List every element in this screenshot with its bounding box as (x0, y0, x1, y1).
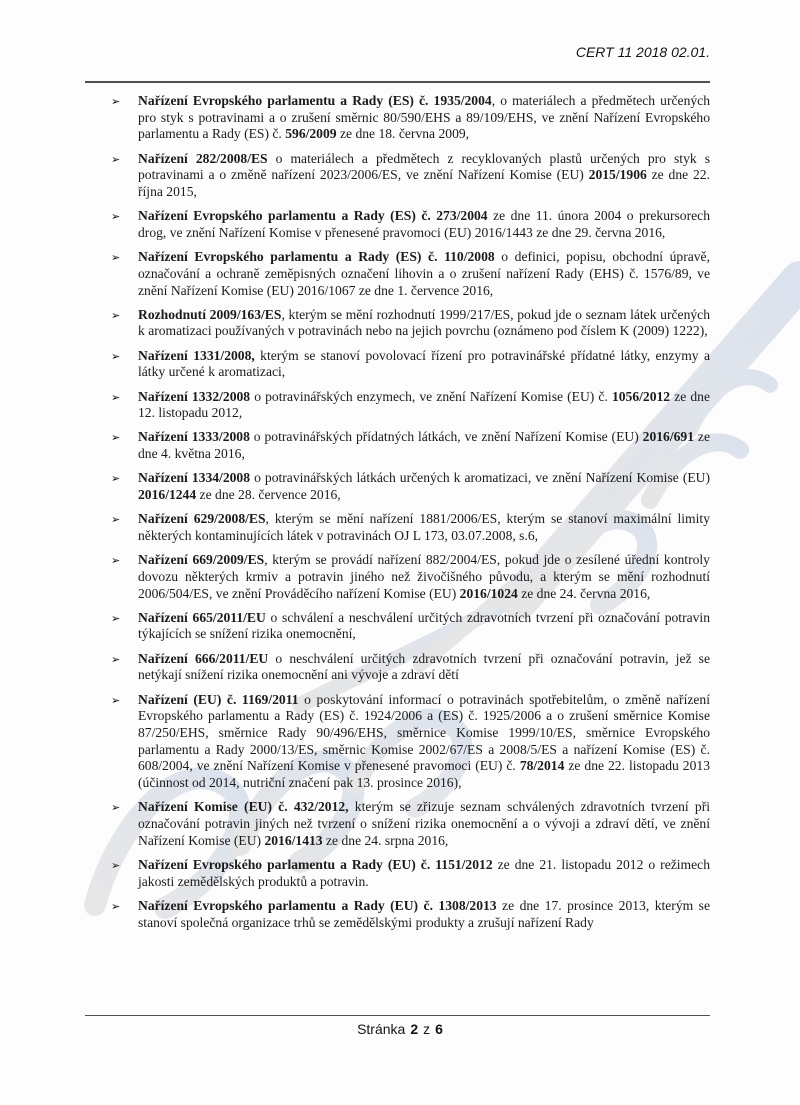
list-item (85, 610, 710, 643)
list-item-text: Nařízení 629/2008/ES, kterým se mění nařízení 1881/2006/ES, kterým se stanoví maximální limity některých kontaminujících látek v potravinách OJ L 173, 03.07.2008, s.6, (138, 511, 710, 543)
header-rule (85, 81, 710, 83)
list-item (85, 857, 710, 890)
list-item (85, 249, 710, 299)
bullet-arrow-icon: ➢ (111, 899, 121, 913)
list-item (85, 348, 710, 381)
regulation-list (85, 93, 710, 931)
bullet-arrow-icon: ➢ (111, 693, 121, 707)
list-item-text: Nařízení Evropského parlamentu a Rady (EU) č. 1151/2012 ze dne 21. listopadu 2012 o režimech jakosti zemědělských produktů a potravin. (138, 856, 710, 889)
bullet-arrow-icon: ➢ (111, 513, 121, 527)
list-item (85, 307, 710, 340)
list-item-text: Nařízení 1331/2008, kterým se stanoví povolovací řízení pro potravinářské přídatné látky, enzymy a látky určené k aromatizaci, (138, 347, 710, 380)
bullet-arrow-icon: ➢ (111, 210, 121, 224)
list-item-text: Nařízení (EU) č. 1169/2011 o poskytování informací o potravinách spotřebitelům, o změně nařízení Evropského parlamentu a Rady (ES) č. 1924/2006 a (ES) č. 1925/2006 a o zrušení směrnice Komise 87/250/EHS, směrnice Rady 90/496/EHS, směrnice Komise 1999/10/ES, směrnice Evropského parlamentu a Rady 2000/13/ES, směrnic Komise 2002/67/ES a 2008/5/ES a nařízení Komise (ES) č. 608/2004, ve znění Nařízení Komise v přenesené pravomoci (EU) č. 78/2014 ze dne 22. listopadu 2013 (účinnost od 2014, nutriční značení pak 13. prosince 2016), (138, 691, 710, 791)
list-item (85, 511, 710, 544)
page-footer (0, 1021, 800, 1037)
list-item-text: Nařízení Evropského parlamentu a Rady (ES) č. 1935/2004, o materiálech a předmětech určených pro styk s potravinami a o zrušení směrnic 80/590/EHS a 89/109/EHS, ve znění Nařízení Evropského parlamentu a Rady (ES) č. 596/2009 ze dne 18. června 2009, (138, 93, 710, 142)
bullet-arrow-icon: ➢ (111, 801, 121, 815)
list-item (85, 470, 710, 503)
list-item (85, 552, 710, 602)
bullet-arrow-icon: ➢ (111, 349, 121, 363)
bullet-arrow-icon: ➢ (111, 390, 121, 404)
bullet-arrow-icon: ➢ (111, 152, 121, 166)
header-doc-code: CERT 11 2018 02.01. (575, 44, 710, 60)
list-item (85, 389, 710, 422)
page-header (85, 44, 710, 60)
bullet-arrow-icon: ➢ (111, 308, 121, 322)
list-item-text: Nařízení Evropského parlamentu a Rady (ES) č. 273/2004 ze dne 11. února 2004 o prekursorech drog, ve znění Nařízení Komise v přenesené pravomoci (EU) 2016/1443 ze dne 29. června 2016, (138, 208, 710, 240)
list-item-text: Nařízení 669/2009/ES, kterým se provádí nařízení 882/2004/ES, pokud jde o zesílené úřední kontroly dovozu některých krmiv a potravin jiného než živočišného původu, a kterým se mění rozhodnutí 2006/504/ES, ve znění Prováděcího nařízení Komise (EU) 2016/1024 ze dne 24. června 2016, (138, 552, 710, 601)
bullet-arrow-icon: ➢ (111, 858, 121, 872)
list-item (85, 692, 710, 792)
footer-rule (85, 1015, 710, 1016)
list-item-text: Rozhodnutí 2009/163/ES, kterým se mění rozhodnutí 1999/217/ES, pokud jde o seznam látek určených k aromatizaci používaných v potravinách nebo na jejich povrchu (oznámeno pod číslem K (2009) 1222), (138, 306, 710, 339)
footer-of-word: z (423, 1021, 431, 1037)
footer-page-number: 2 (410, 1021, 419, 1037)
list-item (85, 898, 710, 931)
list-item (85, 651, 710, 684)
bullet-arrow-icon: ➢ (111, 251, 121, 265)
footer-total-pages: 6 (435, 1021, 443, 1037)
page-content (85, 93, 710, 1011)
list-item-text: Nařízení Evropského parlamentu a Rady (EU) č. 1308/2013 ze dne 17. prosince 2013, kterým se stanoví společná organizace trhů se zemědělskými produkty a zrušují nařízení Rady (138, 897, 710, 930)
list-item-text: Nařízení Evropského parlamentu a Rady (ES) č. 110/2008 o definici, popisu, obchodní úpravě, označování a ochraně zeměpisných označení lihovin a o zrušení nařízení Rady (EHS) č. 1576/89, ve znění Nařízení Komise (EU) 2016/1067 ze dne 1. července 2016, (138, 249, 710, 298)
list-item (85, 799, 710, 849)
list-item (85, 429, 710, 462)
bullet-arrow-icon: ➢ (111, 95, 121, 108)
bullet-arrow-icon: ➢ (111, 472, 121, 486)
bullet-arrow-icon: ➢ (111, 611, 121, 625)
list-item-text: Nařízení 1334/2008 o potravinářských látkách určených k aromatizaci, ve znění Nařízení Komise (EU) 2016/1244 ze dne 28. července 2016, (138, 470, 710, 503)
bullet-arrow-icon: ➢ (111, 554, 121, 568)
list-item (85, 93, 710, 143)
footer-page-label: Stránka (357, 1021, 406, 1037)
list-item-text: Nařízení 1332/2008 o potravinářských enzymech, ve znění Nařízení Komise (EU) č. 1056/2012 ze dne 12. listopadu 2012, (138, 388, 710, 421)
list-item-text: Nařízení 666/2011/EU o neschválení určitých zdravotních tvrzení při označování potravin, jež se netýkají snížení rizika onemocnění ani vývoje a zdraví dětí (138, 650, 710, 683)
list-item (85, 151, 710, 201)
list-item-text: Nařízení 665/2011/EU o schválení a neschválení určitých zdravotních tvrzení při označování potravin týkajících se snížení rizika onemocnění, (138, 609, 710, 642)
bullet-arrow-icon: ➢ (111, 652, 121, 666)
list-item (85, 208, 710, 241)
bullet-arrow-icon: ➢ (111, 431, 121, 445)
list-item-text: Nařízení Komise (EU) č. 432/2012, kterým se zřizuje seznam schválených zdravotních tvrzení při označování potravin jiných než tvrzení o snížení rizika onemocnění a o vývoji a zdraví dětí, ve znění Nařízení Komise (EU) 2016/1413 ze dne 24. srpna 2016, (138, 799, 710, 848)
list-item-text: Nařízení 1333/2008 o potravinářských přídatných látkách, ve znění Nařízení Komise (EU) 2016/691 ze dne 4. května 2016, (138, 429, 710, 462)
list-item-text: Nařízení 282/2008/ES o materiálech a předmětech z recyklovaných plastů určených pro styk s potravinami a o změně nařízení 2023/2006/ES, ve znění Nařízení Komise (EU) 2015/1906 ze dne 22. října 2015, (138, 150, 710, 200)
